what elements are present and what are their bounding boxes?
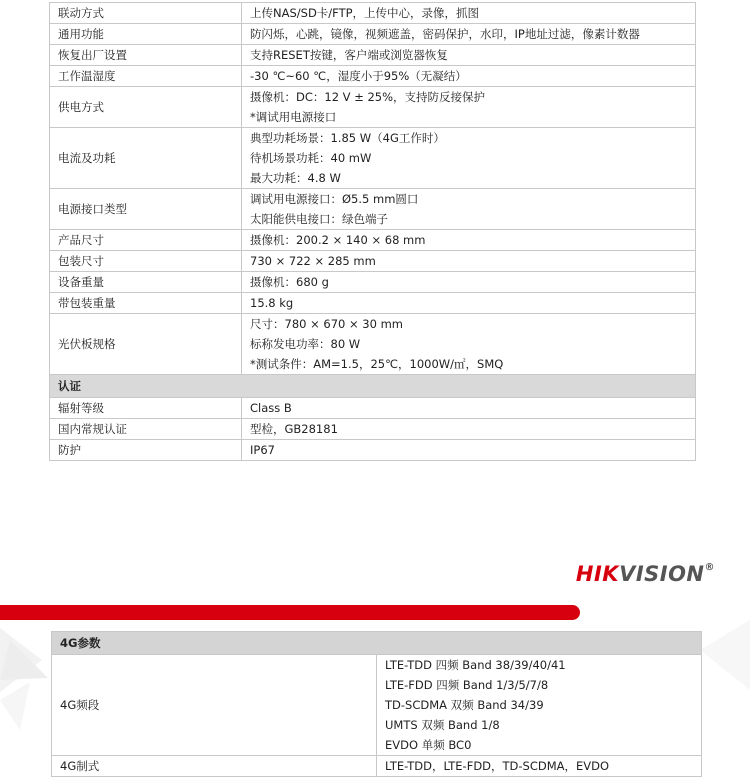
spec-value-line: 调试用电源接口：Ø5.5 mm圆口: [250, 192, 419, 206]
table-row: [50, 440, 696, 461]
spec-value-line: LTE-TDD 四频 Band 38/39/40/41: [385, 658, 566, 672]
spec-key: 包装尺寸: [50, 251, 242, 272]
spec-value-line: 太阳能供电接口：绿色端子: [250, 212, 388, 226]
spec-key: 国内常规认证: [50, 419, 242, 440]
logo-gray-text: VISION: [619, 562, 705, 586]
table-row: [52, 655, 702, 756]
spec-value-line: 型检，GB28181: [250, 422, 338, 436]
section-header-row: [52, 632, 702, 655]
spec-key: 电流及功耗: [50, 128, 242, 189]
spec-value-line: 标称发电功率：80 W: [250, 337, 361, 351]
spec-value-line: -30 ℃~60 ℃，湿度小于95%（无凝结）: [250, 69, 467, 83]
spec-value-line: LTE-TDD，LTE-FDD，TD-SCDMA，EVDO: [385, 759, 610, 773]
spec-value: [242, 87, 696, 128]
spec-key: 辐射等级: [50, 398, 242, 419]
table-row: [50, 189, 696, 230]
spec-key: 防护: [50, 440, 242, 461]
spec-value: [242, 230, 696, 251]
spec-key: 产品尺寸: [50, 230, 242, 251]
spec-value: [242, 419, 696, 440]
spec-key: 恢复出厂设置: [50, 45, 242, 66]
spec-table-4g: [51, 631, 702, 777]
spec-value-line: *调试用电源接口: [250, 110, 337, 124]
spec-value-line: 摄像机：200.2 × 140 × 68 mm: [250, 233, 426, 247]
spec-value: [242, 24, 696, 45]
table-row: [50, 251, 696, 272]
spec-value-line: 730 × 722 × 285 mm: [250, 254, 376, 268]
spec-key: 工作温湿度: [50, 66, 242, 87]
spec-key: 电源接口类型: [50, 189, 242, 230]
spec-value-line: 防闪烁，心跳，镜像，视频遮盖，密码保护，水印，IP地址过滤，像素计数器: [250, 27, 640, 41]
spec-value-line: 15.8 kg: [250, 296, 294, 310]
spec-value-line: 摄像机：DC：12 V ± 25%，支持防反接保护: [250, 90, 486, 104]
spec-value: [242, 272, 696, 293]
table-row: [50, 87, 696, 128]
section-title: 4G参数: [52, 632, 702, 655]
spec-value: [242, 3, 696, 24]
spec-value-line: IP67: [250, 443, 275, 457]
spec-value-line: EVDO 单频 BC0: [385, 738, 472, 752]
spec-key: 4G频段: [52, 655, 377, 756]
spec-value: [242, 314, 696, 375]
spec-value: [377, 756, 702, 777]
spec-value: [242, 440, 696, 461]
section-header-row: [50, 375, 696, 398]
spec-key: 光伏板规格: [50, 314, 242, 375]
spec-value-line: 上传NAS/SD卡/FTP，上传中心，录像，抓图: [250, 6, 480, 20]
spec-value-line: UMTS 双频 Band 1/8: [385, 718, 500, 732]
logo-reg-mark: ®: [704, 562, 715, 573]
spec-value: [242, 189, 696, 230]
spec-key: 带包装重量: [50, 293, 242, 314]
spec-key: 设备重量: [50, 272, 242, 293]
table-row: [50, 272, 696, 293]
spec-key: 联动方式: [50, 3, 242, 24]
spec-value-line: 尺寸：780 × 670 × 30 mm: [250, 317, 403, 331]
spec-value-line: *测试条件：AM=1.5，25℃，1000W/㎡，SMQ: [250, 357, 504, 371]
table-row: [50, 230, 696, 251]
spec-value-line: Class B: [250, 401, 292, 415]
table-row: [50, 24, 696, 45]
table-row: [50, 3, 696, 24]
red-divider-bar: [0, 605, 580, 620]
table-row: [50, 128, 696, 189]
table-row: [50, 45, 696, 66]
spec-value-line: 待机场景功耗：40 mW: [250, 151, 372, 165]
table-row: [50, 314, 696, 375]
spec-value: [242, 251, 696, 272]
spec-value-line: 支持RESET按键，客户端或浏览器恢复: [250, 48, 448, 62]
spec-value-line: 摄像机：680 g: [250, 275, 329, 289]
table-row: [50, 293, 696, 314]
section-title: 认证: [50, 375, 696, 398]
table-row: [50, 66, 696, 87]
spec-value-line: 典型功耗场景：1.85 W（4G工作时）: [250, 131, 445, 145]
spec-value-line: TD-SCDMA 双频 Band 34/39: [385, 698, 544, 712]
spec-key: 通用功能: [50, 24, 242, 45]
spec-value: [242, 293, 696, 314]
table-row: [50, 419, 696, 440]
table-row: [52, 756, 702, 777]
spec-value-line: LTE-FDD 四频 Band 1/3/5/7/8: [385, 678, 549, 692]
table-row: [50, 398, 696, 419]
spec-value: [377, 655, 702, 756]
spec-value: [242, 66, 696, 87]
spec-key: 4G制式: [52, 756, 377, 777]
spec-key: 供电方式: [50, 87, 242, 128]
spec-value: [242, 398, 696, 419]
spec-table-top: [49, 2, 696, 461]
spec-value: [242, 128, 696, 189]
hikvision-logo: [576, 562, 715, 586]
spec-value: [242, 45, 696, 66]
logo-red-text: HIK: [575, 562, 620, 586]
spec-value-line: 最大功耗：4.8 W: [250, 171, 341, 185]
